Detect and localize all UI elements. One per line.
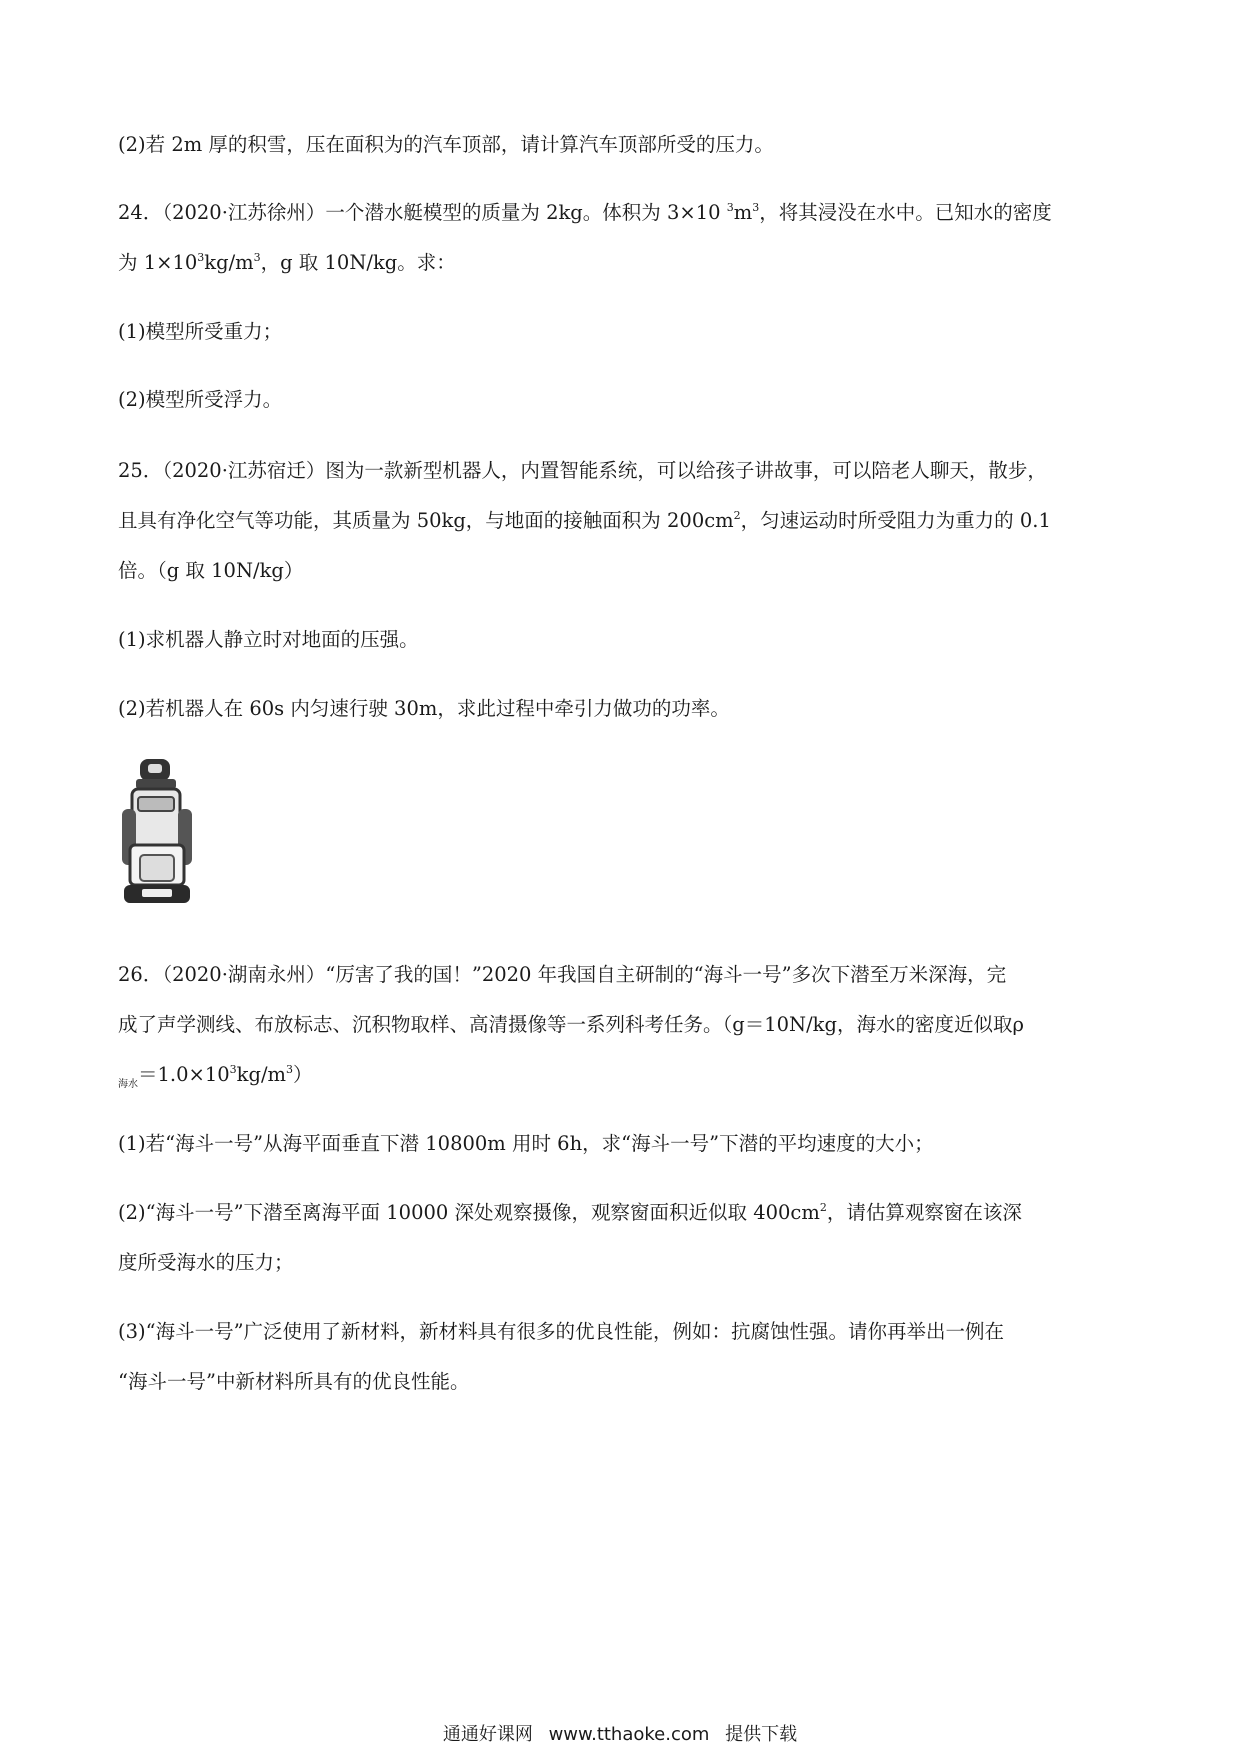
page-footer xyxy=(0,1720,1240,1746)
question-24-part-2: (2)模型所受浮力。 xyxy=(118,388,283,411)
question-24-part-1: (1)模型所受重力； xyxy=(118,320,283,343)
question-25-stem-line-3: 倍。（g 取 10N/kg） xyxy=(118,559,304,582)
question-26-part-3-line-2: “海斗一号”中新材料所具有的优良性能。 xyxy=(118,1370,470,1393)
question-26-part-2-line-1: (2)“海斗一号”下潜至离海平面 10000 深处观察摄像，观察窗面积近似取 $400cm^2$，请估算观察窗在该深 xyxy=(118,1201,1022,1224)
question-24-stem-line-1: 24．（2020·江苏徐州）一个潜水艇模型的质量为 2kg。体积为 3×10 $^3m^3$，将其浸没在水中。已知水的密度 xyxy=(118,201,1052,224)
footer-download: 提供下载 xyxy=(725,1724,798,1745)
question-25-part-2: (2)若机器人在 60s 内匀速行驶 30m，求此过程中牵引力做功的功率。 xyxy=(118,697,730,720)
question-23-part-2: (2)若 2m 厚的积雪，压在面积为的汽车顶部，请计算汽车顶部所受的压力。 xyxy=(118,133,774,156)
question-25-stem-line-2: 且具有净化空气等功能，其质量为 50kg，与地面的接触面积为 $200cm^2$，匀速运动时所受阻力为重力的 0.1 xyxy=(118,509,1051,532)
footer-site-name: 通通好课网 xyxy=(442,1724,533,1745)
footer-url[interactable]: www.tthaoke.com xyxy=(548,1724,710,1745)
question-26-part-1: (1)若“海斗一号”从海平面垂直下潜 10800m 用时 6h，求“海斗一号”下潜的平均速度的大小； xyxy=(118,1132,934,1155)
question-26-part-3-line-1: (3)“海斗一号”广泛使用了新材料，新材料具有很多的优良性能，例如：抗腐蚀性强。请你再举出一例在 xyxy=(118,1320,1005,1343)
robot-image xyxy=(118,757,196,907)
question-25-part-1: (1)求机器人静立时对地面的压强。 xyxy=(118,628,419,651)
question-26-stem-line-1: 26．（2020·湖南永州）“厉害了我的国！”2020 年我国自主研制的“海斗一号”多次下潜至万米深海，完 xyxy=(118,963,1007,986)
question-24-stem-line-2: 为 $1\times 10^3kg/m^3$，g 取 10N/kg。求： xyxy=(118,251,456,274)
question-26-stem-line-3: $_{海水}=1.0\times 10^3kg/m^3$） xyxy=(118,1063,313,1090)
question-26-part-2-line-2: 度所受海水的压力； xyxy=(118,1251,294,1274)
question-26-stem-line-2: 成了声学测线、布放标志、沉积物取样、高清摄像等一系列科考任务。（g＝10N/kg，海水的密度近似取ρ xyxy=(118,1013,1024,1036)
question-25-stem-line-1: 25．（2020·江苏宿迁）图为一款新型机器人，内置智能系统，可以给孩子讲故事，可以陪老人聊天，散步， xyxy=(118,459,1047,482)
